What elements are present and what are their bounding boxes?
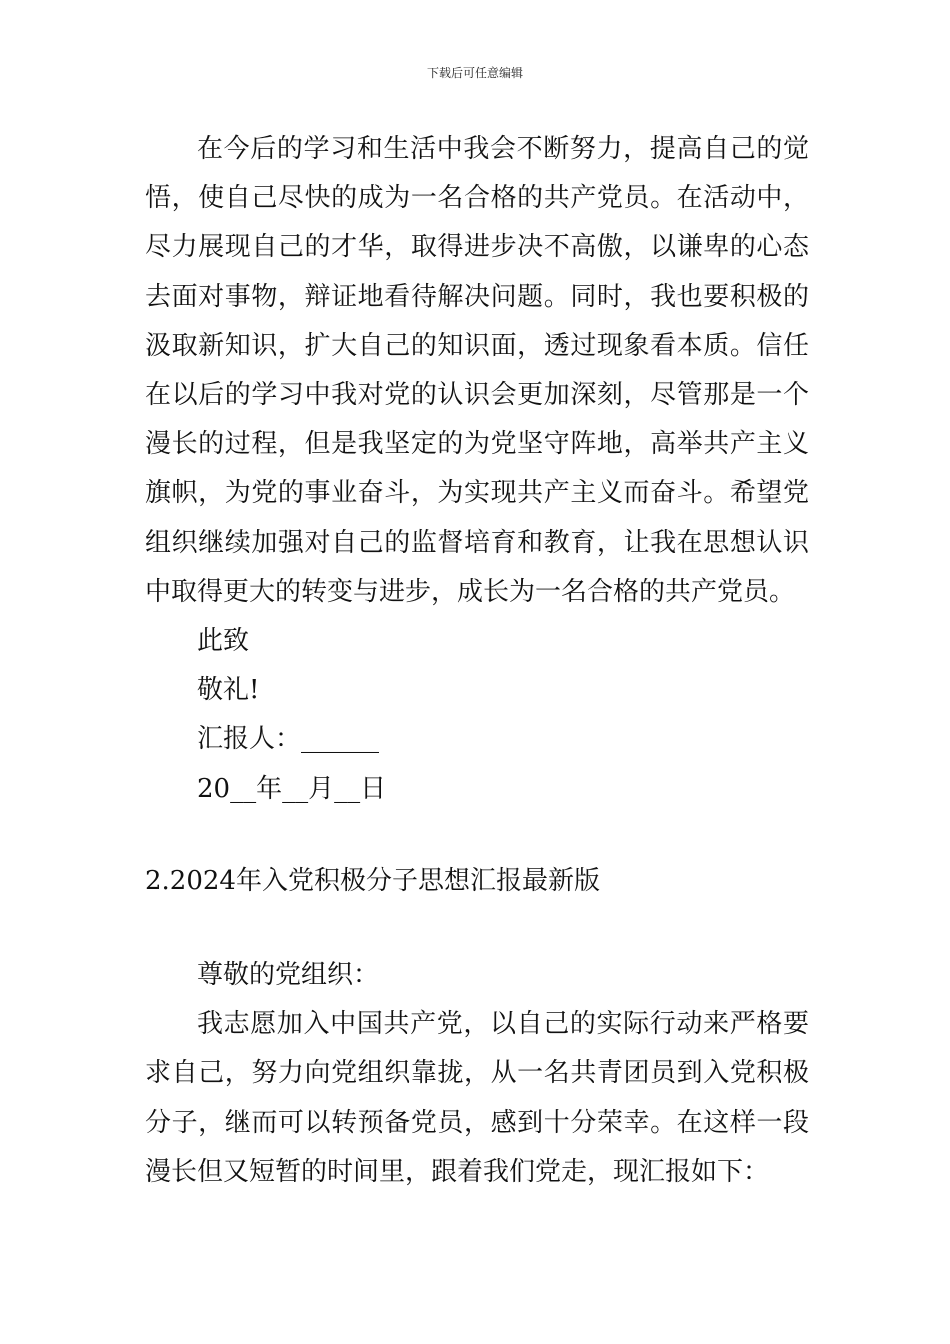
section-heading: 2.2024年入党积极分子思想汇报最新版 (145, 865, 600, 896)
document-body (145, 125, 809, 1197)
body-paragraph: 我志愿加入中国共产党，以自己的实际行动来严格要求自己，努力向党组织靠拢，从一名共青团员到入党积极分子，继而可以转预备党员，感到十分荣幸。在这样一段漫长但又短暂的时间里，跟着我们党走，现汇报如下： (145, 1009, 809, 1187)
closing-salutation: 此致 (197, 626, 250, 657)
page-header: 下载后可任意编辑 (426, 66, 523, 80)
date-line: 20__年__月__日 (197, 773, 387, 804)
closing-regards: 敬礼! (197, 675, 260, 706)
reporter-line: 汇报人：______ (197, 724, 380, 755)
body-paragraph: 在今后的学习和生活中我会不断努力，提高自己的觉悟，使自己尽快的成为一名合格的共产党员。在活动中，尽力展现自己的才华，取得进步决不高傲，以谦卑的心态去面对事物，辩证地看待解决问题。同时，我也要积极的汲取新知识，扩大自己的知识面，透过现象看本质。信任在以后的学习中我对党的认识会更加深刻，尽管那是一个漫长的过程，但是我坚定的为党坚守阵地，高举共产主义旗帜，为党的事业奋斗，为实现共产主义而奋斗。希望党组织继续加强对自己的监督培育和教育，让我在思想认识中取得更大的转变与进步，成长为一名合格的共产党员。 (145, 134, 809, 607)
greeting-line: 尊敬的党组织： (197, 960, 380, 991)
